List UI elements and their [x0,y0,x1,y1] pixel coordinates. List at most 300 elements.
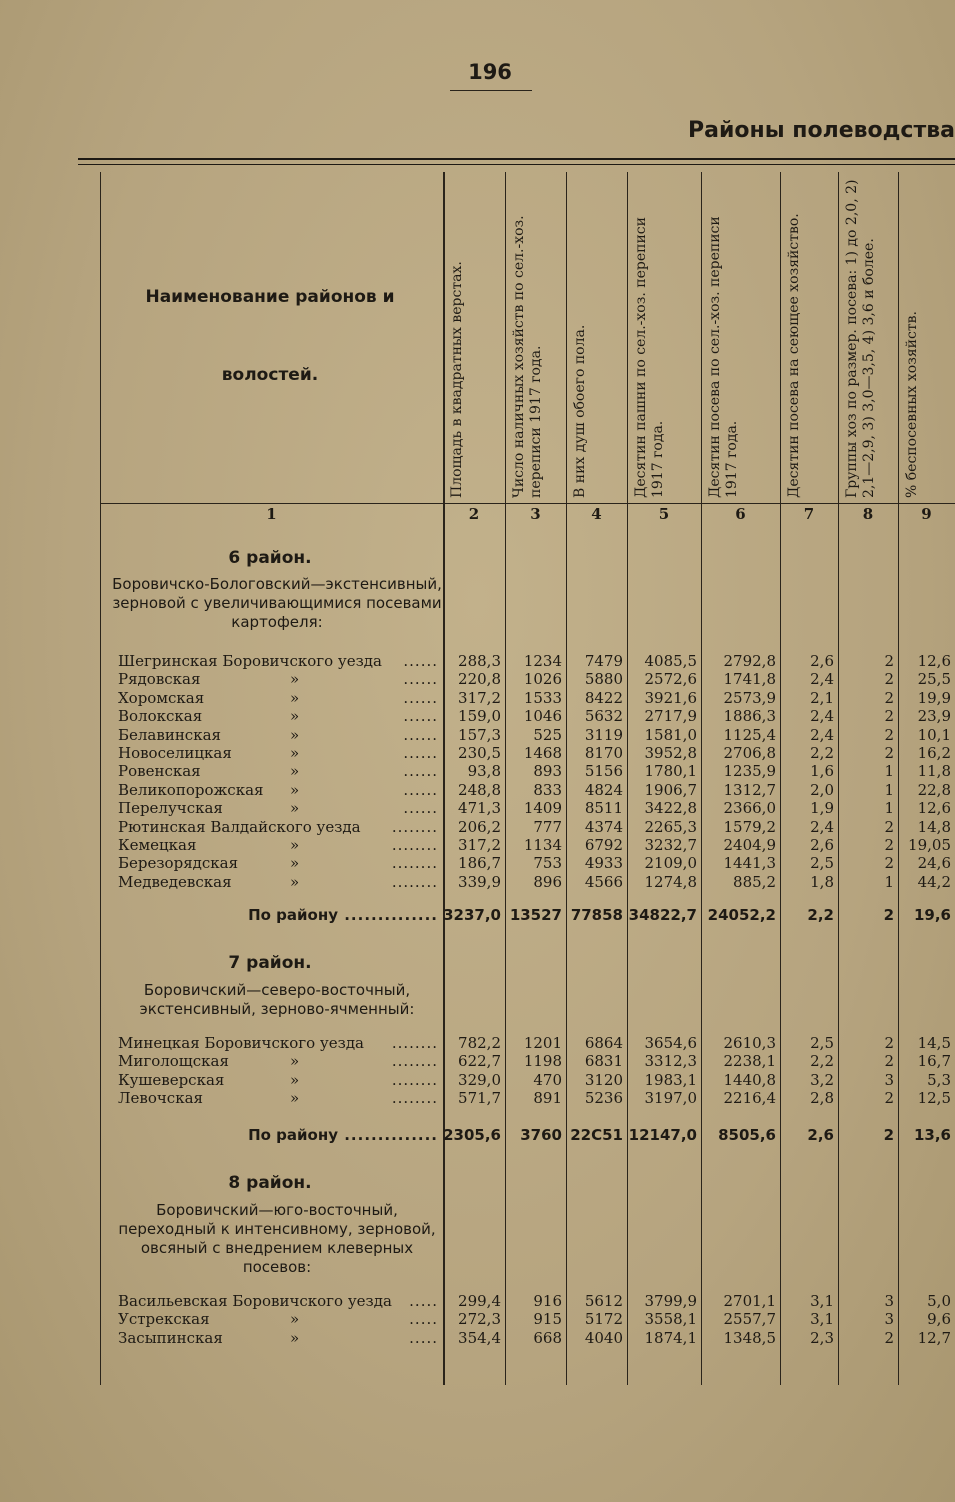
region-title: 6 район. [228,548,312,568]
cell-area: 159,0 [458,707,501,726]
cell-arable: 1274,8 [644,872,697,891]
table-total-row [0,906,955,924]
leader-dots: ........ [391,1052,438,1071]
cell-group: 2 [884,707,894,726]
cell-area: 186,7 [458,854,501,873]
row-label: Хоромская [118,688,205,707]
cell-group: 2 [884,836,894,854]
cell-group: 2 [884,652,894,670]
volost-name [118,762,440,780]
leader-dots: ...... [403,799,438,818]
cell-group: 3 [884,1070,894,1089]
leader-dots: ..... [409,1310,438,1329]
row-label: Белавинская [118,725,221,744]
volost-name [118,1310,440,1328]
section-title: Районы полеводства [688,118,955,143]
leader-dots: .............. [338,1126,438,1144]
cell-farms: 1468 [523,744,562,762]
cell-souls: 3120 [584,1070,623,1089]
cell-pct: 12,5 [917,1089,951,1108]
cell-sown: 1441,3 [723,854,776,873]
cell-souls: 8170 [584,744,623,762]
cell-group: 1 [884,872,894,891]
cell-souls: 5156 [584,762,623,781]
cell-pct: 12,6 [917,652,951,670]
cell-souls: 6792 [584,836,623,854]
cell-per_farm: 2,4 [810,707,834,726]
cell-group: 3 [884,1310,894,1329]
column-number: 3 [530,505,541,523]
leader-dots: ..... [409,1328,438,1347]
cell-farms: 1533 [523,688,562,707]
leader-dots: ...... [403,762,438,781]
cell-farms: 833 [533,780,562,799]
row-label: Перелучская [118,799,223,818]
volost-name [118,836,440,854]
leader-dots: ...... [403,725,438,744]
row-label: Ровенская [118,762,201,781]
cell-arable: 3952,8 [644,744,697,762]
cell-sown: 1741,8 [723,670,776,689]
cell-souls: 5632 [584,707,623,726]
region-title: 7 район. [228,953,312,973]
column-header: Площадь в квадратных верстах. [449,261,465,498]
column-header: Десятин посева по сел.-хоз. переписи 1917 года. [707,216,740,498]
page-number: 196 [468,60,512,84]
region-description: Боровичско-Бологовский—экстенсивный, зерновой с увеличивающимися посевами картофеля: [112,575,442,631]
row-label: Засыпинская [118,1328,223,1347]
column-header: Число наличных хозяйств по сел.-хоз. переписи 1917 года. [511,215,544,498]
cell-area: 782,2 [458,1034,501,1052]
volost-name [118,652,440,670]
cell-sown: 1348,5 [723,1328,776,1347]
table-row [0,707,955,725]
cell-farms: 1234 [523,652,562,670]
cell-sown: 2701,1 [723,1292,776,1310]
cell-sown: 2706,8 [723,744,776,762]
cell-farms: 1201 [523,1034,562,1052]
cell-area: 157,3 [458,725,501,744]
volost-name [118,1071,440,1089]
leader-dots: ...... [403,652,438,670]
row-label: Миголощская [118,1052,229,1071]
ditto-mark: » [290,1070,300,1089]
cell-group: 2 [884,1089,894,1108]
cell-souls: 5236 [584,1089,623,1108]
region-title: 8 район. [228,1173,312,1193]
row-label: Шегринская Боровичского уезда [118,652,382,670]
column-number: 6 [735,505,746,523]
cell-area: 93,8 [467,762,501,781]
cell-sown: 1235,9 [723,762,776,781]
volost-name [118,744,440,762]
column-header: % беспосевных хозяйств. [904,311,920,498]
leader-dots: ...... [403,688,438,707]
row-label: Кушеверская [118,1070,225,1089]
cell-souls: 4040 [584,1328,623,1347]
cell-farms: 891 [533,1089,562,1108]
cell-farms: 893 [533,762,562,781]
cell-group: 3 [884,1292,894,1310]
name-column-header-line2: волостей. [221,365,319,385]
cell-per_farm: 1,6 [810,762,834,781]
table-row [0,1089,955,1107]
cell-sown: 2404,9 [723,836,776,854]
volost-name [118,799,440,817]
cell-per_farm: 2,1 [810,688,834,707]
row-label: Волокская [118,707,203,726]
cell-souls: 4374 [584,817,623,836]
cell-pct: 9,6 [927,1310,951,1329]
ditto-mark: » [290,670,300,689]
cell-pct: 12,6 [917,799,951,818]
volost-name [118,818,440,836]
row-label: Васильевская Боровичского уезда [118,1292,392,1310]
cell-arable: 1983,1 [644,1070,697,1089]
cell-area: 622,7 [458,1052,501,1071]
cell-sown: 2573,9 [723,688,776,707]
leader-dots: ........ [391,872,438,891]
row-label: По району [248,1126,338,1144]
ditto-mark: » [290,836,300,854]
row-label: По району [248,906,338,924]
column-header: В них душ обоего пола. [572,324,588,498]
cell-per_farm: 2,2 [810,1052,834,1071]
row-label: Медведевская [118,872,232,891]
cell-arable: 3558,1 [644,1310,697,1329]
cell-sown: 1125,4 [723,725,776,744]
cell-pct: 14,8 [917,817,951,836]
cell-per_farm: 1,8 [810,872,834,891]
column-header: Десятин пашни по сел.-хоз. переписи 1917 года. [633,217,666,498]
cell-group: 2 [884,670,894,689]
cell-sown: 2610,3 [723,1034,776,1052]
cell-group: 2 [884,1328,894,1347]
cell-sown: 1440,8 [723,1070,776,1089]
row-label: Устрекская [118,1310,210,1329]
cell-pct: 44,2 [917,872,951,891]
cell-sown: 2366,0 [723,799,776,818]
cell-pct: 19,6 [913,906,951,924]
cell-pct: 23,9 [917,707,951,726]
cell-sown: 8505,6 [718,1126,776,1144]
leader-dots: ..... [409,1292,438,1310]
cell-sown: 1886,3 [723,707,776,726]
row-label: Рядовская [118,670,201,689]
cell-area: 317,2 [458,836,501,854]
cell-area: 248,8 [458,780,501,799]
table-row [0,1310,955,1328]
total-label [118,1126,438,1144]
cell-farms: 915 [533,1310,562,1329]
column-number: 4 [591,505,602,523]
cell-farms: 1026 [523,670,562,689]
cell-group: 2 [884,817,894,836]
volost-name [118,726,440,744]
cell-area: 354,4 [458,1328,501,1347]
cell-arable: 1780,1 [644,762,697,781]
row-label: Березорядская [118,854,239,873]
volost-name [118,1052,440,1070]
cell-souls: 5880 [584,670,623,689]
cell-farms: 470 [533,1070,562,1089]
column-header: Группы хоз по размер. посева: 1) до 2,0, 2) 2,1—2,9, 3) 3,0—3,5, 4) 3,6 и более. [844,179,877,498]
cell-pct: 22,8 [917,780,951,799]
cell-group: 2 [884,1052,894,1071]
leader-dots: ........ [391,1089,438,1108]
cell-farms: 1409 [523,799,562,818]
cell-sown: 1312,7 [723,780,776,799]
cell-sown: 2557,7 [723,1310,776,1329]
table-row [0,799,955,817]
volost-name [118,781,440,799]
leader-dots: ........ [391,1034,438,1052]
cell-per_farm: 3,1 [810,1310,834,1329]
cell-sown: 885,2 [733,872,776,891]
volost-name [118,1329,440,1347]
cell-souls: 3119 [584,725,623,744]
cell-area: 220,8 [458,670,501,689]
cell-group: 1 [884,762,894,781]
cell-souls: 5612 [584,1292,623,1310]
table-row [0,670,955,688]
top-rule-thick [78,158,955,160]
table-row [0,1052,955,1070]
leader-dots: ........ [391,836,438,854]
row-label: Левочская [118,1089,203,1108]
ditto-mark: » [290,725,300,744]
table-row [0,652,955,670]
cell-pct: 5,3 [927,1070,951,1089]
table-row [0,818,955,836]
cell-group: 2 [883,1126,894,1144]
leader-dots: .............. [338,906,438,924]
cell-farms: 3760 [520,1126,562,1144]
volost-name [118,1292,440,1310]
cell-arable: 3312,3 [644,1052,697,1071]
cell-pct: 24,6 [917,854,951,873]
table-row [0,781,955,799]
cell-group: 1 [884,799,894,818]
table-row [0,689,955,707]
cell-per_farm: 2,0 [810,780,834,799]
volost-name [118,670,440,688]
cell-souls: 6831 [584,1052,623,1071]
row-label: Рютинская Валдайского уезда [118,817,361,836]
cell-per_farm: 2,3 [810,1328,834,1347]
leader-dots: ...... [403,670,438,689]
cell-souls: 8422 [584,688,623,707]
cell-arable: 2717,9 [644,707,697,726]
cell-per_farm: 2,6 [810,836,834,854]
volost-name [118,873,440,891]
ditto-mark: » [290,1089,300,1108]
cell-group: 2 [884,744,894,762]
cell-souls: 77858 [570,906,623,924]
row-label: Кемецкая [118,836,197,854]
ditto-mark: » [290,688,300,707]
volost-name [118,1089,440,1107]
cell-arable: 2265,3 [644,817,697,836]
cell-area: 299,4 [458,1292,501,1310]
row-label: Минецкая Боровичского уезда [118,1034,364,1052]
cell-group: 2 [884,1034,894,1052]
cell-area: 339,9 [458,872,501,891]
cell-farms: 13527 [509,906,562,924]
cell-pct: 11,8 [917,762,951,781]
cell-per_farm: 1,9 [810,799,834,818]
cell-sown: 2216,4 [723,1089,776,1108]
cell-souls: 8511 [584,799,623,818]
cell-area: 206,2 [458,817,501,836]
cell-per_farm: 2,6 [810,652,834,670]
cell-sown: 24052,2 [707,906,776,924]
cell-souls: 6864 [584,1034,623,1052]
cell-per_farm: 2,8 [810,1089,834,1108]
cell-per_farm: 2,2 [810,744,834,762]
cell-area: 288,3 [458,652,501,670]
ditto-mark: » [290,872,300,891]
ditto-mark: » [290,744,300,762]
cell-souls: 4933 [584,854,623,873]
ditto-mark: » [290,1310,300,1329]
cell-pct: 10,1 [917,725,951,744]
cell-area: 471,3 [458,799,501,818]
column-number: 1 [266,505,277,523]
cell-per_farm: 2,5 [810,1034,834,1052]
table-total-row [0,1126,955,1144]
row-label: Новоселицкая [118,744,232,762]
cell-farms: 1198 [523,1052,562,1071]
cell-souls: 5172 [584,1310,623,1329]
cell-arable: 4085,5 [644,652,697,670]
region-description: Боровичский—юго-восточный, переходный к интенсивному, зерновой, овсяный с внедрением клеверных посевов: [118,1201,436,1276]
table-row [0,873,955,891]
cell-area: 272,3 [458,1310,501,1329]
cell-farms: 916 [533,1292,562,1310]
leader-dots: ........ [391,817,438,836]
cell-arable: 12147,0 [628,1126,697,1144]
volost-name [118,1034,440,1052]
cell-arable: 3197,0 [644,1089,697,1108]
volost-name [118,689,440,707]
header-divider [100,503,955,504]
column-number: 8 [862,505,874,523]
table-row [0,762,955,780]
cell-pct: 12,7 [917,1328,951,1347]
cell-group: 2 [883,906,894,924]
cell-area: 230,5 [458,744,501,762]
cell-farms: 668 [533,1328,562,1347]
cell-area: 3237,0 [443,906,501,924]
cell-farms: 1134 [523,836,562,854]
cell-pct: 13,6 [913,1126,951,1144]
table-row [0,744,955,762]
cell-per_farm: 2,4 [810,670,834,689]
cell-area: 317,2 [458,688,501,707]
table-row [0,1034,955,1052]
cell-group: 1 [884,780,894,799]
volost-name [118,854,440,872]
ditto-mark: » [290,707,300,726]
cell-sown: 2792,8 [723,652,776,670]
table-row [0,854,955,872]
name-column-header: Наименование районов и [145,287,395,307]
cell-arable: 3654,6 [644,1034,697,1052]
table-row [0,836,955,854]
cell-arable: 34822,7 [628,906,697,924]
table-row [0,726,955,744]
leader-dots: ........ [391,1070,438,1089]
volost-name [118,707,440,725]
table-row [0,1329,955,1347]
cell-per_farm: 2,4 [810,817,834,836]
cell-souls: 4824 [584,780,623,799]
cell-group: 2 [884,688,894,707]
cell-souls: 22С51 [570,1126,623,1144]
cell-sown: 2238,1 [723,1052,776,1071]
cell-arable: 3799,9 [644,1292,697,1310]
region-description: Боровичский—северо-восточный, экстенсивный, зерново-ячменный: [139,981,415,1018]
leader-dots: ...... [403,707,438,726]
cell-pct: 19,05 [908,836,951,854]
cell-arable: 3232,7 [644,836,697,854]
cell-farms: 525 [533,725,562,744]
row-label: Великопорожская [118,780,264,799]
top-rule-thin [78,164,955,165]
column-number: 7 [803,505,815,523]
cell-arable: 3921,6 [644,688,697,707]
cell-per_farm: 2,5 [810,854,834,873]
cell-arable: 2572,6 [644,670,697,689]
column-header: Десятин посева на сеющее хозяйство. [786,213,802,498]
table-row [0,1071,955,1089]
table-row [0,1292,955,1310]
ditto-mark: » [290,799,300,818]
column-number: 9 [921,505,932,523]
ditto-mark: » [290,780,300,799]
cell-farms: 896 [533,872,562,891]
cell-per_farm: 2,2 [807,906,834,924]
cell-sown: 1579,2 [723,817,776,836]
cell-per_farm: 2,4 [810,725,834,744]
ditto-mark: » [290,854,300,873]
cell-per_farm: 3,2 [810,1070,834,1089]
cell-pct: 16,2 [917,744,951,762]
page-number-underline [450,90,532,91]
cell-arable: 1874,1 [644,1328,697,1347]
total-label [118,906,438,924]
cell-arable: 3422,8 [644,799,697,818]
ditto-mark: » [290,1052,300,1071]
cell-group: 2 [884,854,894,873]
cell-pct: 16,7 [917,1052,951,1071]
leader-dots: ........ [391,854,438,873]
cell-per_farm: 2,6 [807,1126,834,1144]
cell-arable: 2109,0 [644,854,697,873]
cell-pct: 14,5 [917,1034,951,1052]
leader-dots: ...... [403,744,438,762]
column-number: 5 [658,505,670,523]
cell-area: 329,0 [458,1070,501,1089]
cell-pct: 19,9 [917,688,951,707]
cell-arable: 1906,7 [644,780,697,799]
cell-arable: 1581,0 [644,725,697,744]
leader-dots: ...... [403,780,438,799]
cell-souls: 7479 [584,652,623,670]
cell-group: 2 [884,725,894,744]
cell-farms: 777 [533,817,562,836]
